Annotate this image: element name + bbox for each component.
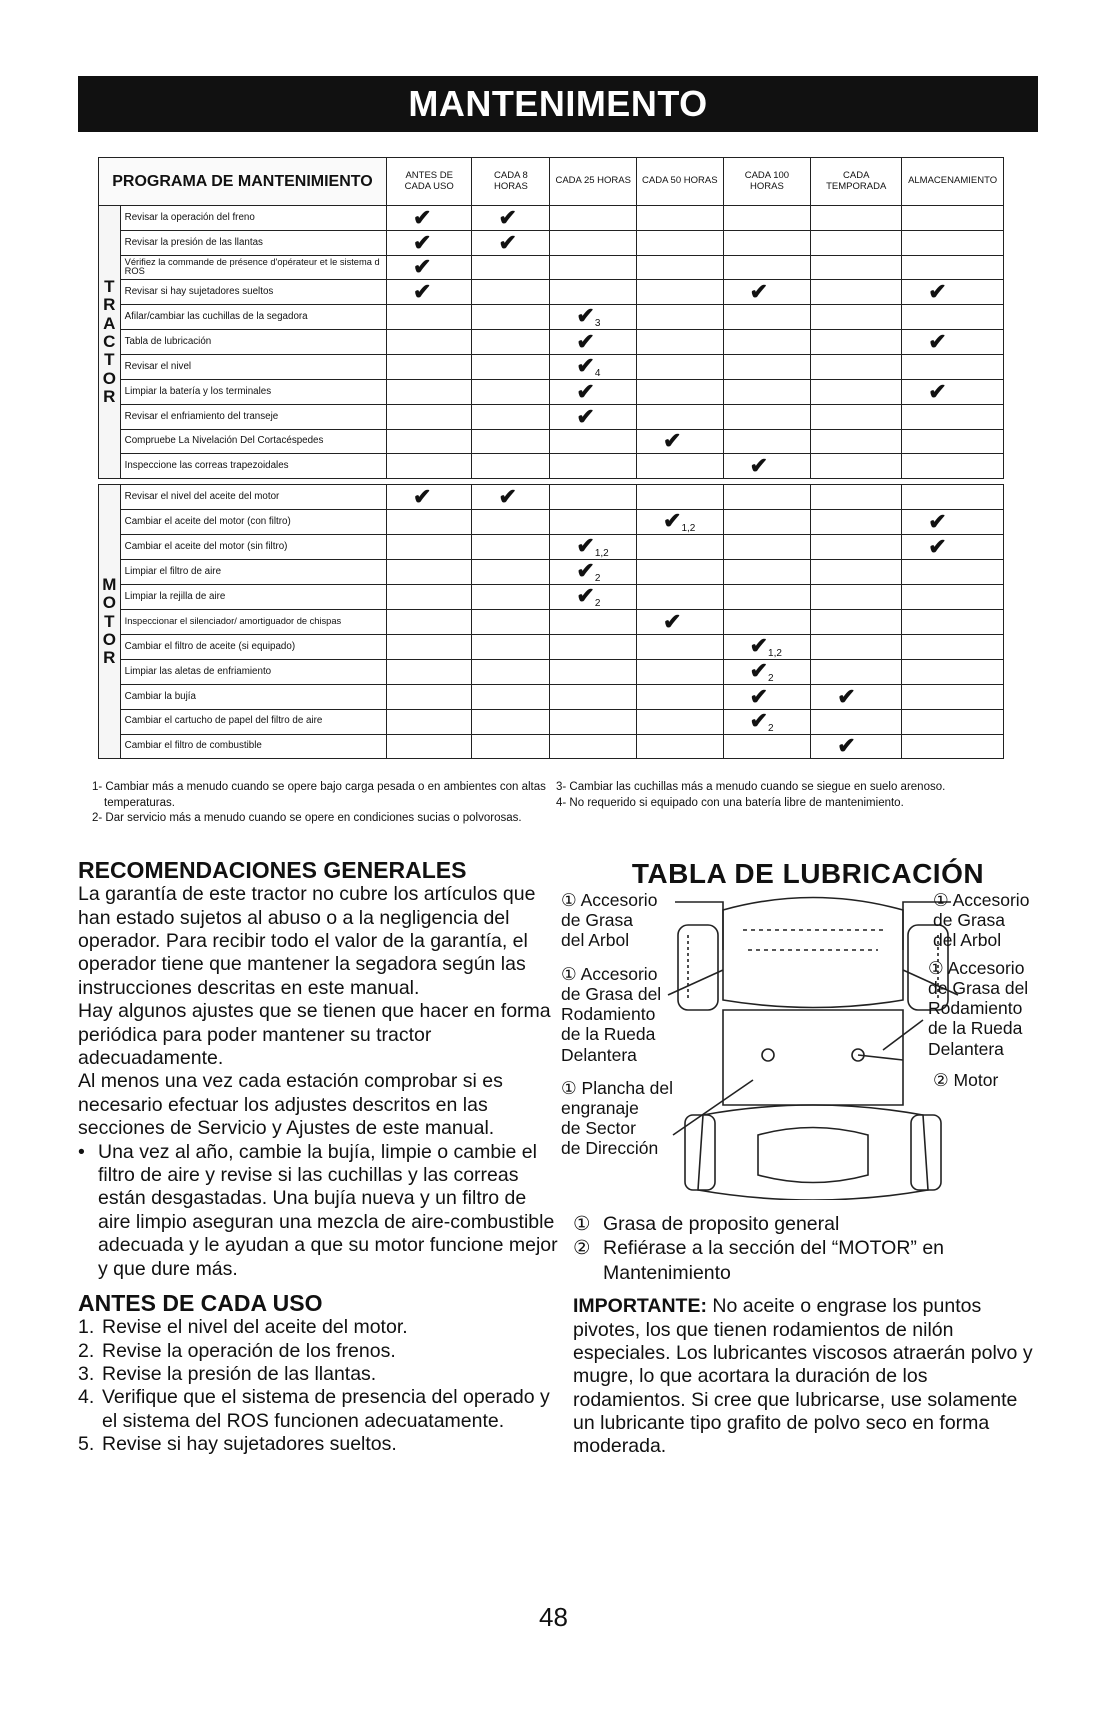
- column-header: CADA 25 HORAS: [550, 158, 637, 206]
- checkmark-cell: [723, 454, 811, 479]
- lubrication-legend: [573, 1212, 1043, 1285]
- checkmark-icon: ✔: [412, 229, 432, 255]
- checkmark-cell: [902, 280, 1004, 305]
- empty-cell: [811, 230, 902, 255]
- checkmark-icon: ✔: [928, 279, 947, 305]
- empty-cell: [637, 330, 724, 355]
- checkmark-icon: ✔: [576, 378, 595, 404]
- empty-cell: [723, 559, 811, 584]
- schedule-row: [99, 280, 1004, 305]
- empty-cell: [550, 206, 637, 231]
- empty-cell: [902, 454, 1004, 479]
- empty-cell: [472, 429, 550, 454]
- empty-cell: [723, 429, 811, 454]
- empty-cell: [637, 206, 724, 231]
- checkmark-cell: [550, 330, 637, 355]
- checkmark-icon: ✔: [749, 453, 769, 479]
- checkmark-icon: ✔: [749, 279, 769, 305]
- list-item: 5. Revise si hay sujetadores sueltos.: [78, 1433, 397, 1456]
- task-label: Cambiar el filtro de aceite (si equipado): [120, 634, 386, 659]
- checkmark-icon: ✔: [412, 254, 432, 280]
- schedule-title: PROGRAMA DE MANTENIMIENTO: [99, 158, 387, 206]
- column-header: CADA 100 HORAS: [723, 158, 811, 206]
- empty-cell: [811, 429, 902, 454]
- checkmark-icon: ✔: [412, 279, 432, 305]
- checkmark-cell: [723, 709, 811, 734]
- general-paragraph: Hay algunos ajustes que se tienen que hacer en forma periódica para poder mantener su tractor adecuadamente.: [78, 1000, 551, 1070]
- checkmark-icon: ✔: [498, 229, 517, 255]
- empty-cell: [637, 709, 724, 734]
- empty-cell: [811, 454, 902, 479]
- task-label: Cambiar la bujía: [120, 684, 386, 709]
- empty-cell: [472, 509, 550, 534]
- list-item: 1. Revise el nivel del aceite del motor.: [78, 1316, 408, 1339]
- empty-cell: [472, 379, 550, 404]
- empty-cell: [386, 354, 472, 379]
- lubrication-heading: TABLA DE LUBRICACIÓN: [631, 858, 985, 889]
- empty-cell: [637, 454, 724, 479]
- empty-cell: [902, 354, 1004, 379]
- empty-cell: [902, 255, 1004, 280]
- empty-cell: [811, 330, 902, 355]
- label-motor: ② Motor: [933, 1070, 999, 1090]
- footnote: 1- Cambiar más a menudo cuando se opere bajo carga pesada o en ambientes con altas temperaturas.: [92, 781, 546, 809]
- schedule-header-row: [99, 158, 1004, 206]
- empty-cell: [723, 485, 811, 510]
- empty-cell: [550, 429, 637, 454]
- list-item: 2. Revise la operación de los frenos.: [78, 1339, 396, 1362]
- checkmark-cell: [472, 485, 550, 510]
- empty-cell: [472, 354, 550, 379]
- empty-cell: [811, 509, 902, 534]
- checkmark-icon: ✔: [576, 532, 595, 558]
- checkmark-cell: [550, 584, 637, 609]
- empty-cell: [811, 305, 902, 330]
- empty-cell: [386, 534, 472, 559]
- checkmark-icon: ✔: [749, 632, 769, 658]
- footnote: 2- Dar servicio más a menudo cuando se opere en condiciones sucias o polvorosas.: [92, 812, 522, 825]
- empty-cell: [637, 534, 724, 559]
- checkmark-cell: [550, 404, 637, 429]
- checkmark-icon: ✔: [498, 484, 517, 510]
- schedule-row: [99, 354, 1004, 379]
- empty-cell: [472, 404, 550, 429]
- checkmark-cell: [386, 230, 472, 255]
- empty-cell: [637, 584, 724, 609]
- task-label: Cambiar el cartucho de papel del filtro de aire: [120, 709, 386, 734]
- checkmark-cell: [550, 534, 637, 559]
- task-label: Cambiar el aceite del motor (con filtro): [120, 509, 386, 534]
- checkmark-cell: [386, 485, 472, 510]
- empty-cell: [386, 734, 472, 759]
- checkmark-icon: ✔: [837, 733, 856, 759]
- schedule-row: [99, 379, 1004, 404]
- checkmark-icon: ✔: [576, 329, 595, 355]
- checkmark-icon: ✔: [928, 533, 947, 559]
- checkmark-cell: [902, 379, 1004, 404]
- empty-cell: [472, 454, 550, 479]
- empty-cell: [811, 534, 902, 559]
- schedule-row: [99, 404, 1004, 429]
- empty-cell: [902, 634, 1004, 659]
- column-header: CADA 50 HORAS: [637, 158, 724, 206]
- empty-cell: [386, 609, 472, 634]
- task-label: Inspeccione las correas trapezoidales: [120, 454, 386, 479]
- empty-cell: [637, 559, 724, 584]
- checkmark-icon: ✔: [412, 484, 432, 510]
- page-banner: MANTENIMENTO: [78, 76, 1038, 132]
- empty-cell: [637, 485, 724, 510]
- task-label: Revisar el enfriamiento del transeje: [120, 404, 386, 429]
- empty-cell: [472, 609, 550, 634]
- checkmark-cell: [550, 379, 637, 404]
- task-label: Limpiar la batería y los terminales: [120, 379, 386, 404]
- checkmark-cell: [550, 354, 637, 379]
- empty-cell: [472, 559, 550, 584]
- empty-cell: [637, 734, 724, 759]
- empty-cell: [723, 584, 811, 609]
- checkmark-cell: [472, 206, 550, 231]
- task-label: Revisar la operación del freno: [120, 206, 386, 231]
- schedule-row: [99, 330, 1004, 355]
- footnote-ref: 3: [594, 318, 601, 330]
- checkmark-cell: [723, 634, 811, 659]
- empty-cell: [637, 379, 724, 404]
- schedule-row: [99, 305, 1004, 330]
- task-label: Limpiar el filtro de aire: [120, 559, 386, 584]
- checkmark-cell: [472, 230, 550, 255]
- schedule-row: [99, 255, 1004, 280]
- general-paragraph: Al menos una vez cada estación comprobar si es necesario efectuar los adjustes descritos en las secciones de Servicio y Ajustes de este manual.: [78, 1070, 503, 1140]
- empty-cell: [723, 734, 811, 759]
- checkmark-icon: ✔: [576, 403, 595, 429]
- empty-cell: [386, 684, 472, 709]
- schedule-row: [99, 230, 1004, 255]
- empty-cell: [811, 659, 902, 684]
- important-note: [573, 1295, 1043, 1459]
- checkmark-cell: [811, 734, 902, 759]
- empty-cell: [386, 659, 472, 684]
- empty-cell: [386, 330, 472, 355]
- footnotes-left: [92, 780, 547, 827]
- empty-cell: [386, 379, 472, 404]
- empty-cell: [386, 305, 472, 330]
- empty-cell: [723, 534, 811, 559]
- checkmark-icon: ✔: [498, 204, 517, 230]
- right-column: [561, 858, 1043, 1459]
- task-label: Afilar/cambiar las cuchillas de la segadora: [120, 305, 386, 330]
- task-label: Cambiar el filtro de combustible: [120, 734, 386, 759]
- empty-cell: [472, 330, 550, 355]
- maintenance-schedule-table: [98, 157, 1004, 759]
- empty-cell: [472, 634, 550, 659]
- checkmark-icon: ✔: [928, 329, 947, 355]
- page-number: 48: [539, 1602, 568, 1632]
- empty-cell: [811, 709, 902, 734]
- checkmark-cell: [637, 509, 724, 534]
- label-shaft-fitting-left: ① Accesorio de Grasa del Arbol: [561, 890, 658, 951]
- empty-cell: [472, 280, 550, 305]
- empty-cell: [550, 454, 637, 479]
- empty-cell: [386, 559, 472, 584]
- task-label: Revisar la presión de las llantas: [120, 230, 386, 255]
- empty-cell: [637, 659, 724, 684]
- empty-cell: [723, 379, 811, 404]
- checkmark-icon: ✔: [749, 707, 769, 733]
- footnote-ref: 1,2: [681, 522, 696, 534]
- before-use-heading: ANTES DE CADA USO: [78, 1289, 323, 1316]
- empty-cell: [472, 305, 550, 330]
- label-wheel-bearing-left: ① Accesorio de Grasa del Rodamiento de la Rueda Delantera: [561, 964, 662, 1065]
- schedule-row: [99, 709, 1004, 734]
- checkmark-cell: [386, 206, 472, 231]
- empty-cell: [472, 734, 550, 759]
- checkmark-icon: ✔: [576, 557, 595, 583]
- task-label: Revisar si hay sujetadores sueltos: [120, 280, 386, 305]
- checkmark-cell: [386, 255, 472, 280]
- empty-cell: [723, 230, 811, 255]
- label-steering-plate: ① Plancha del engranaje de Sector de Dirección: [561, 1078, 674, 1159]
- empty-cell: [386, 634, 472, 659]
- empty-cell: [811, 206, 902, 231]
- empty-cell: [550, 684, 637, 709]
- schedule-row: [99, 429, 1004, 454]
- schedule-row: [99, 584, 1004, 609]
- schedule-row: [99, 634, 1004, 659]
- bullet-icon: •: [78, 1140, 85, 1163]
- empty-cell: [550, 485, 637, 510]
- empty-cell: [472, 709, 550, 734]
- footnote-ref: 1,2: [768, 647, 782, 659]
- checkmark-cell: [902, 330, 1004, 355]
- schedule-row: [99, 684, 1004, 709]
- empty-cell: [386, 429, 472, 454]
- empty-cell: [902, 559, 1004, 584]
- schedule-row: [99, 559, 1004, 584]
- checkmark-cell: [723, 684, 811, 709]
- task-label: Compruebe La Nivelación Del Cortacéspedes: [120, 429, 386, 454]
- empty-cell: [472, 659, 550, 684]
- bullet-text: Una vez al año, cambie la bujía, limpie o cambie el filtro de aire y revise si las cuchillas y las correas están desgastadas. Una bujía nueva y un filtro de aire limpio aseguran una mezcla de aire-combustible adecuada y le ayudan a que su motor funcione mejor y que dure más.: [98, 1140, 558, 1280]
- checkmark-icon: ✔: [663, 428, 682, 454]
- empty-cell: [902, 429, 1004, 454]
- legend-item: ① Grasa de proposito general: [573, 1213, 840, 1235]
- empty-cell: [723, 255, 811, 280]
- empty-cell: [723, 206, 811, 231]
- empty-cell: [811, 634, 902, 659]
- checkmark-cell: [637, 429, 724, 454]
- empty-cell: [550, 634, 637, 659]
- empty-cell: [386, 404, 472, 429]
- empty-cell: [637, 230, 724, 255]
- footnote-ref: 2: [594, 572, 601, 584]
- empty-cell: [723, 509, 811, 534]
- general-bullet: [78, 1141, 558, 1281]
- footnote-ref: 2: [768, 722, 774, 734]
- column-header: ANTES DE CADA USO: [386, 158, 472, 206]
- empty-cell: [902, 734, 1004, 759]
- empty-cell: [902, 485, 1004, 510]
- task-label: Revisar el nivel del aceite del motor: [120, 485, 386, 510]
- checkmark-icon: ✔: [576, 303, 595, 329]
- checkmark-cell: [550, 305, 637, 330]
- empty-cell: [902, 305, 1004, 330]
- checkmark-cell: [902, 509, 1004, 534]
- checkmark-cell: [386, 280, 472, 305]
- checkmark-icon: ✔: [749, 657, 769, 683]
- empty-cell: [550, 609, 637, 634]
- checkmark-icon: ✔: [663, 608, 682, 634]
- empty-cell: [550, 280, 637, 305]
- empty-cell: [550, 230, 637, 255]
- empty-cell: [723, 404, 811, 429]
- schedule-row: [99, 454, 1004, 479]
- footnote-ref: 2: [768, 672, 774, 684]
- footnote-ref: 2: [594, 597, 601, 609]
- empty-cell: [550, 509, 637, 534]
- empty-cell: [472, 534, 550, 559]
- empty-cell: [472, 255, 550, 280]
- schedule-row: [99, 206, 1004, 231]
- checkmark-icon: ✔: [576, 582, 595, 608]
- empty-cell: [902, 404, 1004, 429]
- footnotes-right: [556, 780, 996, 811]
- empty-cell: [902, 709, 1004, 734]
- empty-cell: [811, 584, 902, 609]
- empty-cell: [637, 305, 724, 330]
- empty-cell: [472, 584, 550, 609]
- general-heading: RECOMENDACIONES GENERALES: [78, 857, 467, 883]
- checkmark-icon: ✔: [928, 508, 947, 534]
- column-header: ALMACENAMIENTO: [902, 158, 1004, 206]
- schedule-row: [99, 659, 1004, 684]
- group-label: T R A C T O R: [99, 206, 121, 479]
- task-label: Limpiar la rejilla de aire: [120, 584, 386, 609]
- checkmark-icon: ✔: [576, 352, 595, 378]
- empty-cell: [902, 584, 1004, 609]
- empty-cell: [811, 559, 902, 584]
- footnote: 4- No requerido si equipado con una batería libre de mantenimiento.: [556, 796, 904, 809]
- empty-cell: [637, 354, 724, 379]
- checkmark-icon: ✔: [749, 683, 769, 709]
- lubrication-diagram: [561, 890, 1043, 1200]
- important-text: No aceite o engrase los puntos pivotes, los que tienen rodamientos de nilón especiales. Los lubricantes viscosos atraerán polvo y mugre, lo que acortara la duración de los rodamientos. Si cree que lubricarse, use solamente un lubricante tipo grafito de polvo seco en forma moderada.: [573, 1295, 1033, 1458]
- column-header: CADA 8 HORAS: [472, 158, 550, 206]
- task-label: Limpiar las aletas de enfriamiento: [120, 659, 386, 684]
- checkmark-cell: [723, 280, 811, 305]
- schedule-row: [99, 534, 1004, 559]
- empty-cell: [550, 659, 637, 684]
- legend-item: ② Refiérase a la sección del “MOTOR” en Mantenimiento: [573, 1237, 945, 1284]
- list-item: 3. Revise la presión de las llantas.: [78, 1363, 377, 1386]
- empty-cell: [550, 734, 637, 759]
- empty-cell: [637, 280, 724, 305]
- empty-cell: [637, 404, 724, 429]
- footnote: 3- Cambiar las cuchillas más a menudo cuando se siegue en suelo arenoso.: [556, 781, 946, 793]
- empty-cell: [902, 206, 1004, 231]
- checkmark-icon: ✔: [837, 683, 856, 709]
- empty-cell: [902, 609, 1004, 634]
- label-shaft-fitting-right: ① Accesorio de Grasa del Arbol: [933, 890, 1030, 951]
- empty-cell: [637, 255, 724, 280]
- empty-cell: [637, 634, 724, 659]
- footnote-ref: 1,2: [594, 547, 609, 559]
- schedule-row: [99, 485, 1004, 510]
- empty-cell: [386, 584, 472, 609]
- checkmark-icon: ✔: [928, 378, 947, 404]
- task-label: Revisar el nivel: [120, 354, 386, 379]
- schedule-row: [99, 509, 1004, 534]
- checkmark-cell: [723, 659, 811, 684]
- important-label: IMPORTANTE:: [573, 1295, 707, 1318]
- checkmark-cell: [550, 559, 637, 584]
- empty-cell: [386, 509, 472, 534]
- empty-cell: [811, 354, 902, 379]
- empty-cell: [723, 330, 811, 355]
- group-label: M O T O R: [99, 485, 121, 759]
- footnote-ref: 4: [594, 367, 601, 379]
- empty-cell: [723, 354, 811, 379]
- empty-cell: [723, 609, 811, 634]
- label-wheel-bearing-right: ① Accesorio de Grasa del Rodamiento de la Rueda Delantera: [928, 958, 1029, 1059]
- task-label: Inspeccionar el silenciador/ amortiguador de chispas: [120, 609, 386, 634]
- empty-cell: [811, 379, 902, 404]
- empty-cell: [550, 709, 637, 734]
- general-paragraph: La garantía de este tractor no cubre los artículos que han estado sujetos al abuso o a la negligencia del operador. Para recibir todo el valor de la garantía, el operador tiene que mantener la segadora según las instrucciones descritas en este manual.: [78, 883, 536, 999]
- left-column: [78, 858, 558, 1457]
- list-item: 4. Verifique que el sistema de presencia del operado y el sistema del ROS funcionen adecuatamente.: [78, 1386, 550, 1432]
- empty-cell: [386, 454, 472, 479]
- empty-cell: [811, 485, 902, 510]
- task-label: Tabla de lubricación: [120, 330, 386, 355]
- checkmark-cell: [902, 534, 1004, 559]
- checkmark-cell: [637, 609, 724, 634]
- task-label: Vérifiez la commande de présence d'opérateur et le sistema d ROS: [120, 255, 386, 280]
- empty-cell: [811, 280, 902, 305]
- checkmark-icon: ✔: [663, 507, 682, 533]
- empty-cell: [902, 684, 1004, 709]
- empty-cell: [723, 305, 811, 330]
- empty-cell: [386, 709, 472, 734]
- task-label: Cambiar el aceite del motor (sin filtro): [120, 534, 386, 559]
- empty-cell: [902, 230, 1004, 255]
- empty-cell: [550, 255, 637, 280]
- empty-cell: [902, 659, 1004, 684]
- empty-cell: [472, 684, 550, 709]
- empty-cell: [811, 404, 902, 429]
- empty-cell: [637, 684, 724, 709]
- column-header: CADA TEMPORADA: [811, 158, 902, 206]
- empty-cell: [811, 609, 902, 634]
- before-use-list: [78, 1316, 558, 1456]
- checkmark-icon: ✔: [412, 204, 432, 230]
- checkmark-cell: [811, 684, 902, 709]
- schedule-row: [99, 609, 1004, 634]
- empty-cell: [811, 255, 902, 280]
- schedule-row: [99, 734, 1004, 759]
